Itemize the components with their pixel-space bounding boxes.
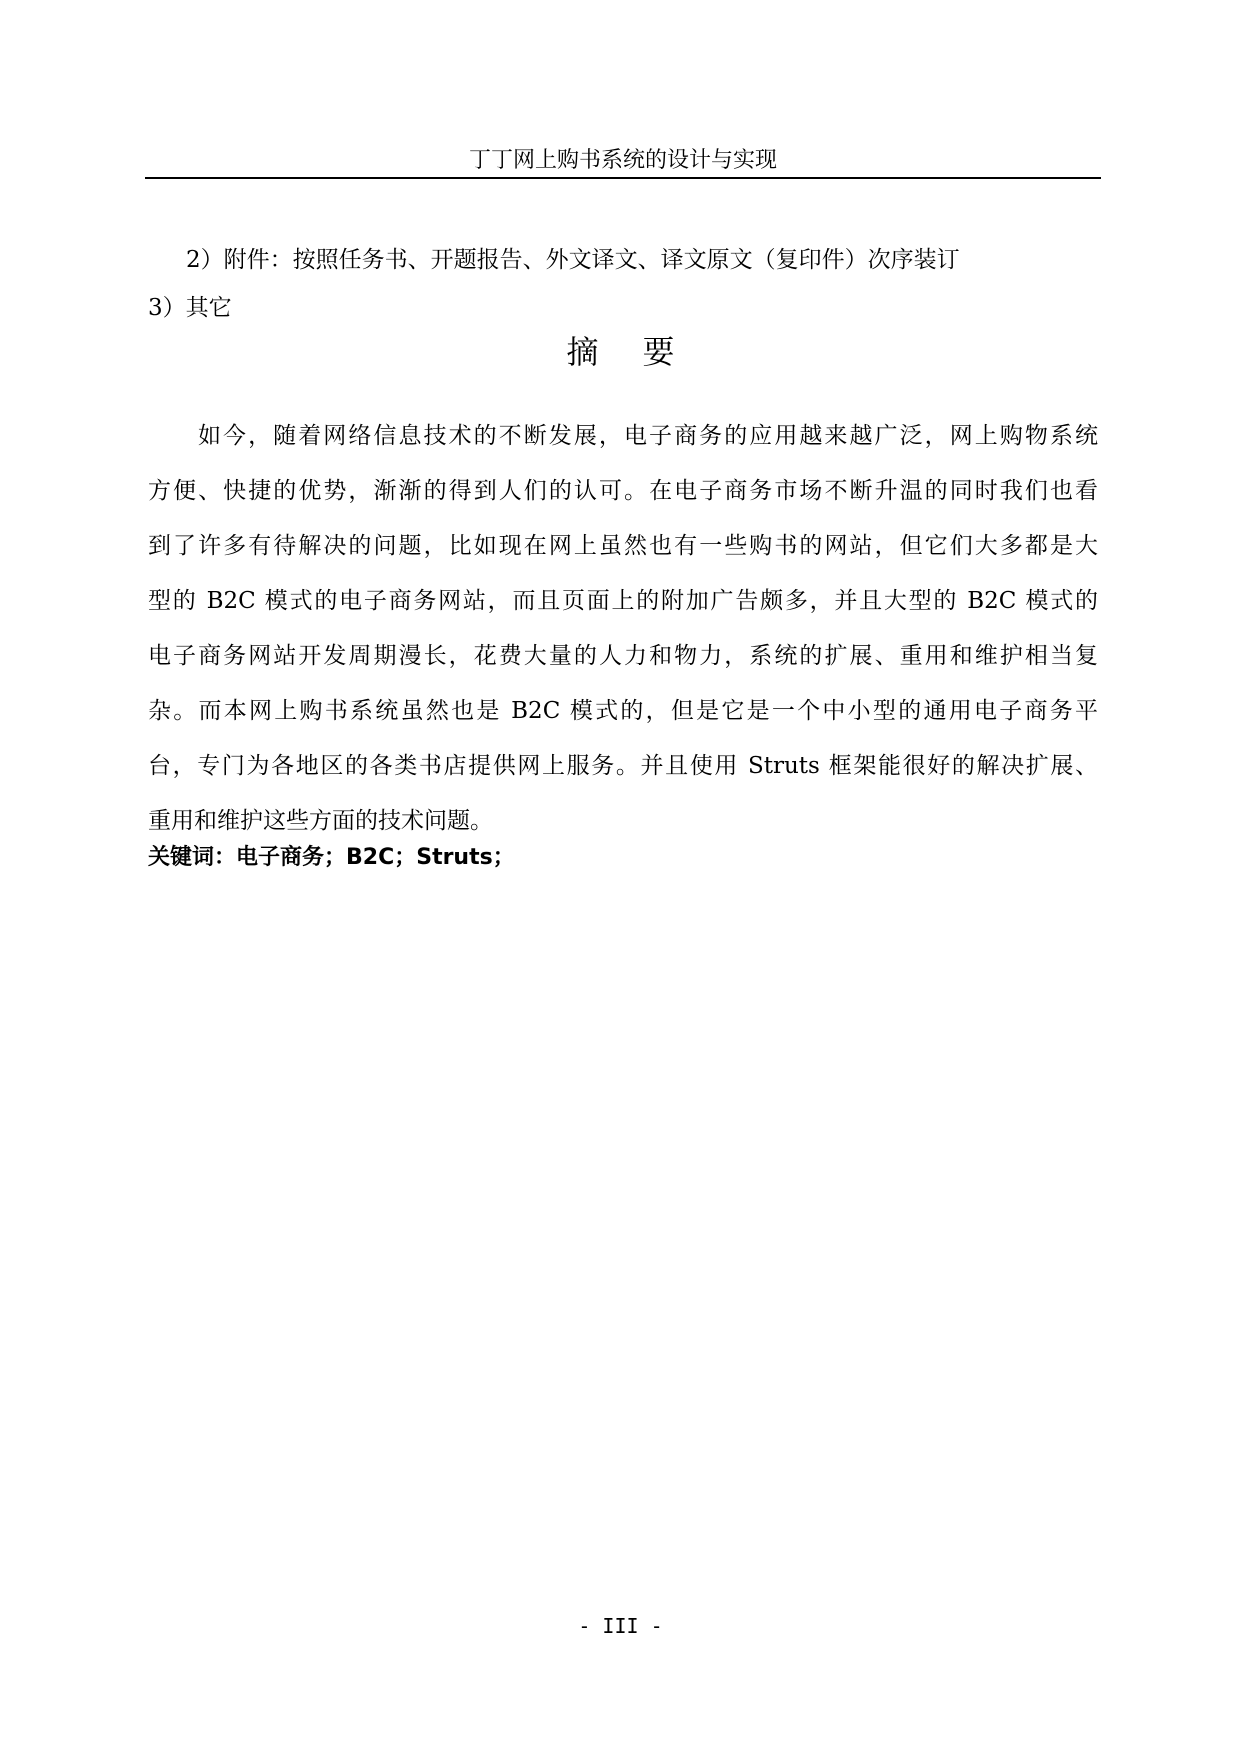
- abstract-line: 台，专门为各地区的各类书店提供网上服务。并且使用 Struts 框架能很好的解决扩展、: [148, 753, 1098, 779]
- abstract-line: 到了许多有待解决的问题，比如现在网上虽然也有一些购书的网站，但它们大多都是大: [148, 533, 1098, 559]
- running-header-title: 丁丁网上购书系统的设计与实现: [468, 148, 777, 173]
- other-item: 3）其它: [148, 295, 232, 321]
- abstract-line: 型的 B2C 模式的电子商务网站，而且页面上的附加广告颇多，并且大型的 B2C 模式的: [148, 588, 1098, 614]
- abstract-body: [148, 409, 1098, 849]
- header-rule: [145, 177, 1101, 179]
- page-number: - III -: [578, 1614, 663, 1638]
- keywords: 关键词：电子商务；B2C；Struts；: [148, 845, 515, 870]
- abstract-line: 重用和维护这些方面的技术问题。: [148, 808, 493, 834]
- abstract-line: 杂。而本网上购书系统虽然也是 B2C 模式的，但是它是一个中小型的通用电子商务平: [148, 698, 1098, 724]
- abstract-title: 摘要: [566, 333, 719, 371]
- abstract-line: 如今，随着网络信息技术的不断发展，电子商务的应用越来越广泛，网上购物系统: [198, 423, 1098, 449]
- abstract-line: 方便、快捷的优势，渐渐的得到人们的认可。在电子商务市场不断升温的同时我们也看: [148, 478, 1098, 504]
- attachment-item: 2）附件：按照任务书、开题报告、外文译文、译文原文（复印件）次序装订: [186, 247, 960, 273]
- abstract-line: 电子商务网站开发周期漫长，花费大量的人力和物力，系统的扩展、重用和维护相当复: [148, 643, 1098, 669]
